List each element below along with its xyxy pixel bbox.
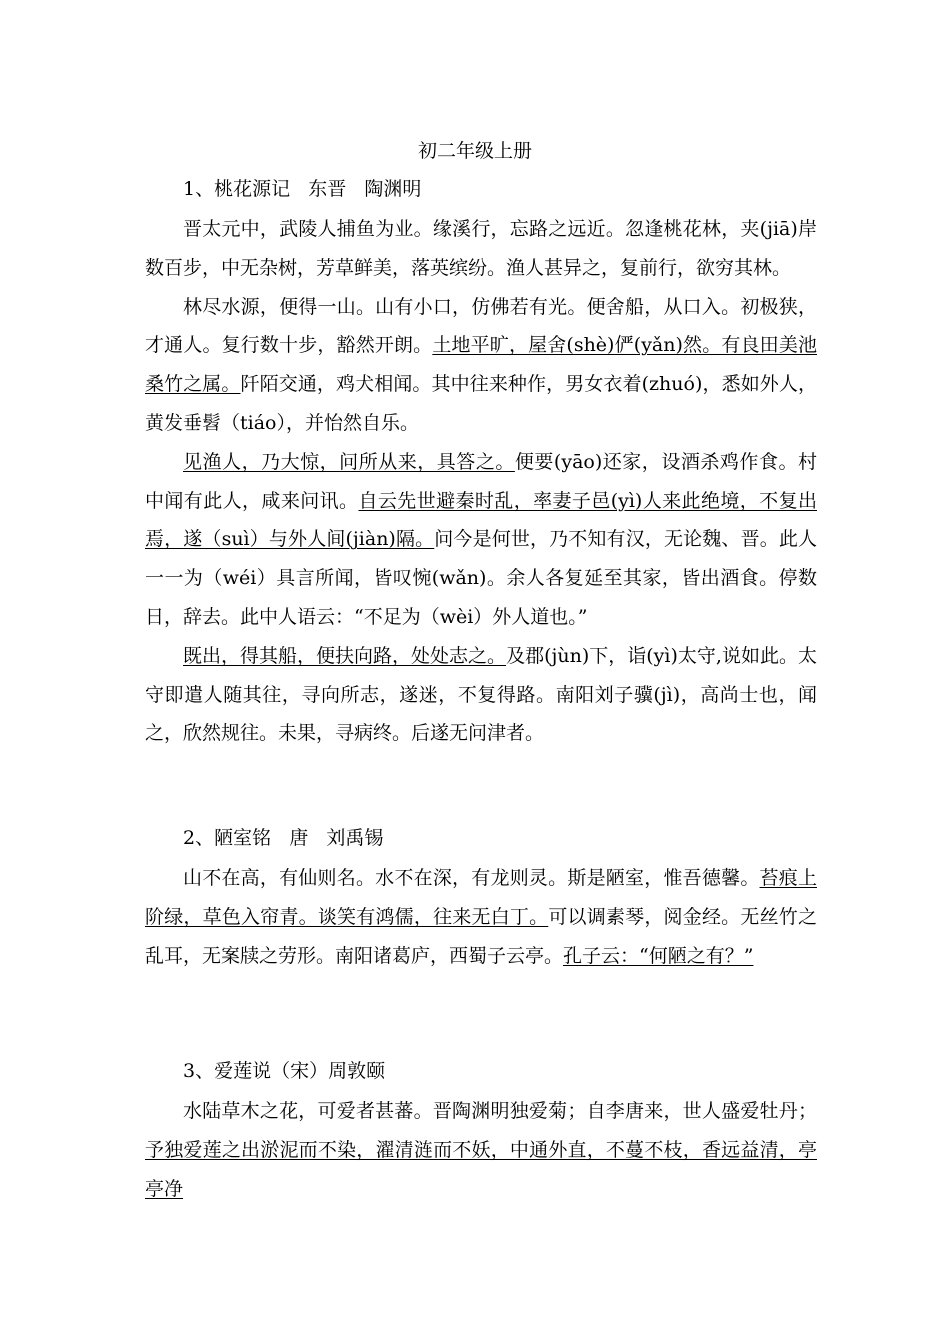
- text-run: 山不在高，有仙则名。水不在深，有龙则灵。斯是陋室，惟吾德馨。: [183, 867, 760, 889]
- paragraph: [145, 288, 817, 443]
- text-run: 水陆草木之花，可爱者甚蕃。晋陶渊明独爱菊；自李唐来，世人盛爱牡丹；: [183, 1100, 817, 1122]
- paragraph: [145, 637, 817, 753]
- text-run: 可以调素琴，阅金经。无丝竹之乱耳，无案牍之劳形。南阳诸葛庐，西蜀子云亭。: [145, 905, 817, 967]
- section-ailianshuo: [145, 1058, 817, 1208]
- text-run: 便要(yāo)还家，设酒杀鸡作食。村中闻有此人，咸来问讯。: [145, 450, 817, 512]
- underlined-text-run: 予独爱莲之出淤泥而不染，濯清涟而不妖，中通外直，不蔓不枝，香远益清，亭亭净: [145, 1138, 817, 1200]
- underlined-text-run: 土地平旷，屋舍(shè)俨(yǎn)然。有良田美池桑竹之属。: [145, 334, 817, 396]
- paragraph: [145, 210, 817, 288]
- paragraph: [145, 859, 817, 975]
- text-run: 林尽水源，便得一山。山有小口，仿佛若有光。便舍船，从口入。初极狭，才通人。复行数十步，豁然开朗。: [145, 295, 817, 357]
- underlined-text-run: 自云先世避秦时乱，率妻子邑(yì)人来此绝境，不复出焉，遂（suì）与外人间(jiàn)隔。: [145, 489, 817, 551]
- section-heading: 1、桃花源记 东晋 陶渊明: [183, 178, 422, 200]
- text-run: 及郡(jùn)下，诣(yì)太守,说如此。太守即遣人随其往，寻向所志，遂迷，不复得路。南阳刘子骥(jì)，高尚士也，闻之，欣然规往。未果，寻病终。后遂无问津者。: [145, 644, 817, 745]
- paragraph: [145, 443, 817, 637]
- underlined-text-run: 苔痕上阶绿，草色入帘青。谈笑有鸿儒，往来无白丁。: [145, 867, 817, 928]
- underlined-text-run: 既出，得其船，便扶向路，处处志之。: [183, 644, 507, 667]
- underlined-text-run: 孔子云：“何陋之有？”: [563, 944, 754, 967]
- text-run: 晋太元中，武陵人捕鱼为业。缘溪行，忘路之远近。忽逢桃花林，夹(jiā)岸数百步，中无杂树，芳草鲜美，落英缤纷。渔人甚异之，复前行，欲穷其林。: [145, 218, 817, 279]
- underlined-text-run: 见渔人，乃大惊，问所从来，具答之。: [183, 450, 515, 473]
- paragraph: [145, 1092, 817, 1208]
- section-loushiming: [145, 825, 817, 975]
- text-run: 阡陌交通，鸡犬相闻。其中往来种作，男女衣着(zhuó)，悉如外人，黄发垂髫（tiáo），并怡然自乐。: [145, 373, 817, 434]
- section-heading: 3、爱莲说（宋）周敦颐: [183, 1060, 386, 1082]
- section-heading: 2、陋室铭 唐 刘禹锡: [183, 827, 384, 849]
- section-taohuayuanji: [145, 176, 817, 753]
- text-run: 问今是何世，乃不知有汉，无论魏、晋。此人一一为（wéi）具言所闻，皆叹惋(wǎn)。余人各复延至其家，皆出酒食。停数日，辞去。此中人语云：“不足为（wèi）外人道也。”: [145, 528, 817, 628]
- page-title: 初二年级上册: [417, 140, 532, 162]
